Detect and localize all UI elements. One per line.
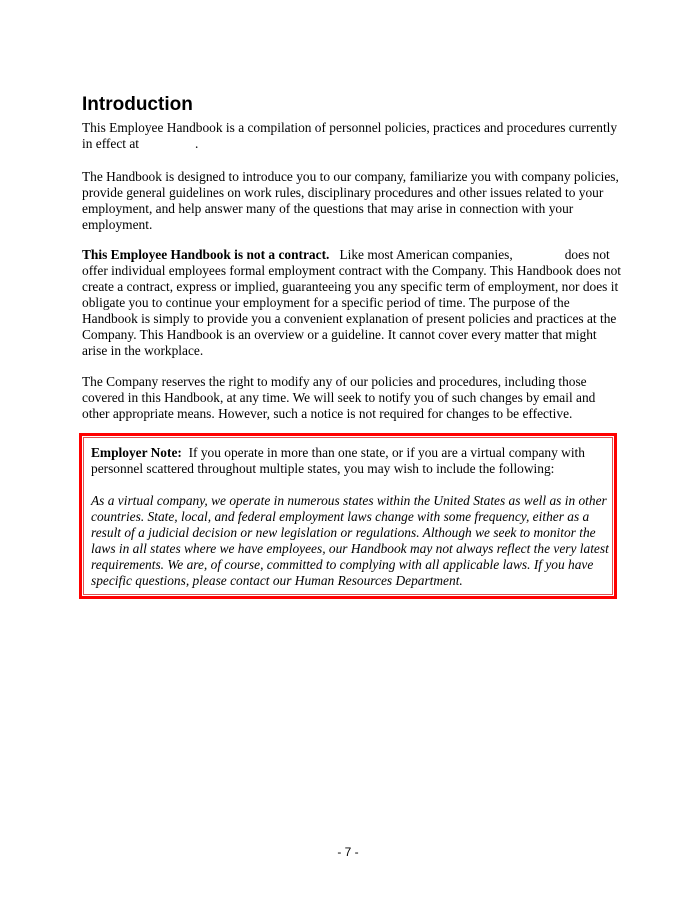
intro-text: This Employee Handbook is a compilation of personnel policies, practices and procedures currently in effect at (82, 120, 618, 151)
employer-note-sample-text: As a virtual company, we operate in numerous states within the United States as well as in other countries. State, local, and federal employment laws change with some frequency, either as a result of a judicial decision or new legislation or regulations. Although we seek to monitor the laws in all states where we have employees, our Handbook may not always reflect the very latest requirements. We are, of course, committed to complying with all applicable laws. If you have specific questions, please contact our Human Resources Department. (91, 493, 609, 588)
employer-note-label: Employer Note: (91, 445, 182, 460)
not-a-contract-paragraph (82, 247, 622, 359)
intro-period: . (195, 136, 199, 151)
contract-text-rest: does not offer individual employees formal employment contract with the Company. This Handbook does not create a contract, express or implied, guaranteeing you any specific term of employment, nor does it obligate you to continue your employment for a specific period of time. The purpose of the Handbook is simply to provide you a convenient explanation of present policies and practices at the Company. This Handbook is an overview or a guideline. It cannot cover every matter that might arise in the workplace. (82, 247, 621, 358)
purpose-paragraph: The Handbook is designed to introduce you to our company, familiarize you with company policies, provide general guidelines on work rules, disciplinary procedures and other issues related to your employment, and help answer many of the questions that may arise in connection with your employment. (82, 169, 619, 232)
employer-note-intro-text: If you operate in more than one state, or if you are a virtual company with personnel scattered throughout multiple states, you may wish to include the following: (91, 445, 585, 476)
not-a-contract-heading: This Employee Handbook is not a contract. (82, 247, 330, 262)
page-number: - 7 - (337, 845, 359, 859)
section-heading: Introduction (82, 94, 193, 115)
modification-paragraph: The Company reserves the right to modify any of our policies and procedures, including those covered in this Handbook, at any time. We will seek to notify you of such changes by email and other appropriate means. However, such a notice is not required for changes to be effective. (82, 374, 596, 421)
intro-paragraph (82, 120, 622, 152)
employer-note-box (79, 433, 617, 599)
employer-note-intro (91, 445, 611, 477)
contract-text-start: Like most American companies, (339, 247, 513, 262)
